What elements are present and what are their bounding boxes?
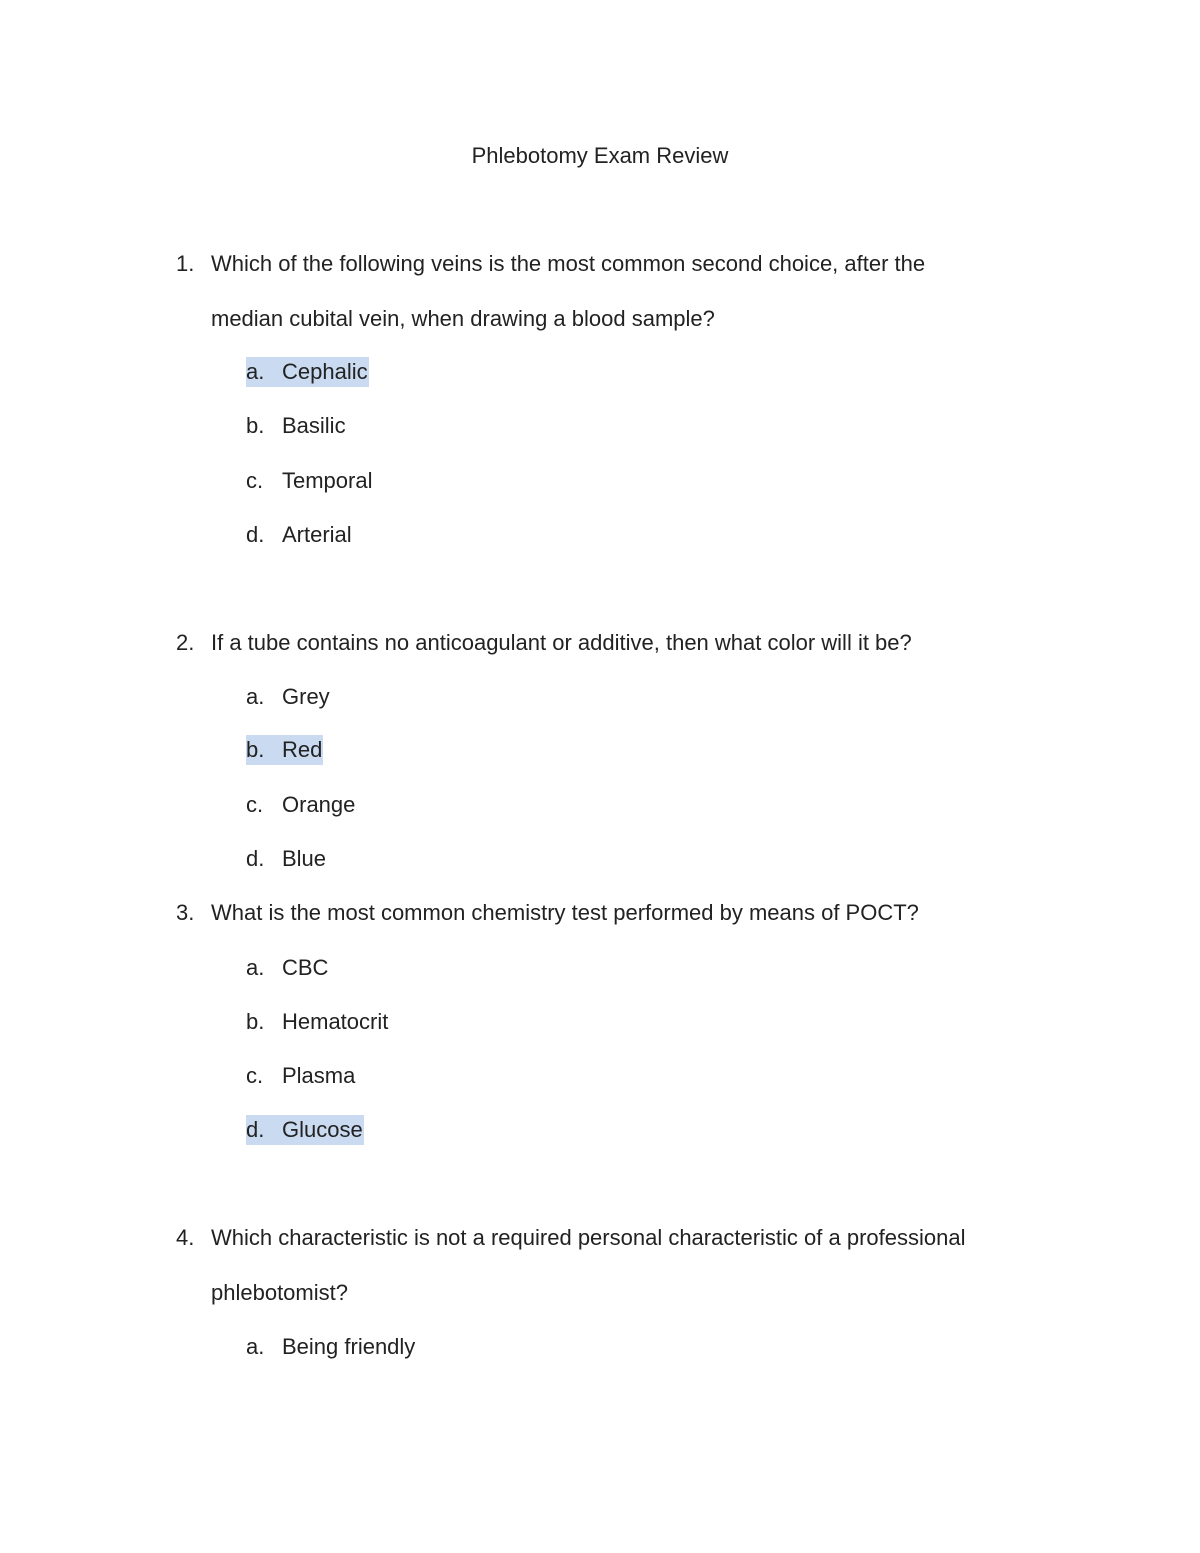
option-letter: d.	[246, 1117, 265, 1142]
option-text: Blue	[282, 846, 327, 871]
option-text: Basilic	[282, 413, 346, 438]
question-text-line: median cubital vein, when drawing a blood sample?	[211, 306, 715, 331]
option-text: Plasma	[282, 1063, 356, 1088]
answer-option	[246, 844, 326, 874]
question-number: 1.	[176, 251, 195, 276]
option-text: CBC	[282, 955, 329, 980]
option-letter: c.	[246, 468, 264, 493]
answer-option-highlighted	[246, 735, 323, 765]
option-text: Grey	[282, 684, 330, 709]
option-text: Red	[282, 737, 323, 762]
answer-option	[246, 953, 328, 983]
option-letter: c.	[246, 1063, 264, 1088]
option-letter: d.	[246, 522, 265, 547]
option-letter: d.	[246, 846, 265, 871]
answer-option	[246, 790, 355, 820]
question-text-line: If a tube contains no anticoagulant or additive, then what color will it be?	[211, 630, 912, 655]
option-text: Cephalic	[282, 359, 368, 384]
answer-option	[246, 466, 372, 496]
answer-option	[246, 1007, 388, 1037]
option-letter: c.	[246, 792, 264, 817]
answer-option	[246, 520, 352, 550]
option-text: Hematocrit	[282, 1009, 389, 1034]
option-letter: b.	[246, 1009, 265, 1034]
answer-option	[246, 1061, 355, 1091]
option-text: Glucose	[282, 1117, 363, 1142]
option-letter: a.	[246, 359, 265, 384]
question-number: 2.	[176, 630, 195, 655]
answer-option-highlighted	[246, 1115, 364, 1145]
answer-option	[246, 682, 330, 712]
question-number: 4.	[176, 1225, 195, 1250]
option-text: Being friendly	[282, 1334, 416, 1359]
question-text-line: What is the most common chemistry test performed by means of POCT?	[211, 900, 919, 925]
option-text: Temporal	[282, 468, 373, 493]
option-letter: a.	[246, 1334, 265, 1359]
question-text-line: Which of the following veins is the most common second choice, after the	[211, 251, 926, 276]
question-text-line: phlebotomist?	[211, 1280, 348, 1305]
option-letter: b.	[246, 413, 265, 438]
option-text: Arterial	[282, 522, 352, 547]
option-letter: b.	[246, 737, 265, 762]
answer-option	[246, 411, 346, 441]
option-text: Orange	[282, 792, 356, 817]
answer-option-highlighted	[246, 357, 369, 387]
option-letter: a.	[246, 684, 265, 709]
option-letter: a.	[246, 955, 265, 980]
document-title: Phlebotomy Exam Review	[471, 143, 729, 168]
question-number: 3.	[176, 900, 195, 925]
answer-option	[246, 1332, 415, 1362]
question-text-line: Which characteristic is not a required personal characteristic of a professional	[211, 1225, 966, 1250]
